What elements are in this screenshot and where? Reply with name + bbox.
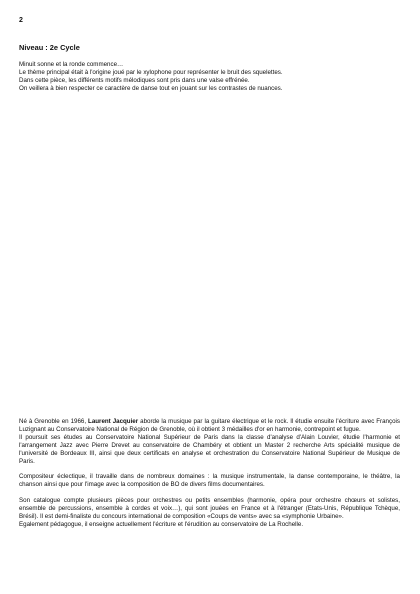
intro-line: Le thème principal était à l'origine joué par le xylophone pour représenter le bruit des squelettes.	[19, 69, 283, 77]
level-title: Niveau : 2e Cycle	[19, 43, 80, 52]
bio-intro-text: Né à Grenoble en 1966,	[19, 418, 89, 425]
bio-paragraph-teaching: Egalement pédagogue, il enseigne actuellement l'écriture et l'érudition au conservatoire de La Rochelle.	[19, 520, 304, 528]
composer-biography	[19, 418, 400, 529]
page-number: 2	[19, 17, 23, 24]
bio-paragraph-origins	[19, 418, 400, 434]
intro-line: Minuit sonne et la ronde commence…	[19, 61, 124, 68]
bio-intro-rest: aborde la musique par la guitare électrique et le rock. Il étudie ensuite l'écriture avec François Luzignant au Conservatoire National de Région de Grenoble, où il obtient 3 médailles d'or en harmonie, contrepoint et fugue.	[19, 418, 400, 433]
composer-name: Laurent Jacquier	[88, 418, 139, 425]
bio-paragraph-studies: Il poursuit ses études au Conservatoire National Supérieur de Paris dans la classe d'analyse d'Alain Louvier, étudie l'harmonie et l'arrangement Jazz avec Pierre Drevet au conservatoire de Chambéry et obtient un Master 2 recherche Arts spécialité musique de l'université de Bordeaux III, ainsi que deux certificats en analyse et orchestration du Conservatoire National Supérieur de Musique de Paris.	[19, 433, 400, 465]
bio-paragraph-eclectic: Compositeur éclectique, il travaille dans de nombreux domaines : la musique instrumentale, la danse contemporaine, le théâtre, la chanson ainsi que pour l'image avec la composition de BO de divers films documentaires.	[19, 473, 400, 489]
intro-text	[19, 61, 399, 93]
intro-line: On veillera à bien respecter ce caractère de danse tout en jouant sur les contrastes de nuances.	[19, 85, 283, 93]
bio-paragraph-catalogue: Son catalogue compte plusieurs pièces pour orchestres ou petits ensembles (harmonie, opéra pour orchestre chœurs et solistes, ensemble de percussions, ensemble à cordes et voix…), qui sont jouées en France et à l'étranger (Etats-Unis, République Tchèque, Brésil). Il est demi-finaliste du concours international de composition «Coups de vents» avec sa «symphonie Urbaine».	[19, 497, 400, 521]
intro-line: Dans cette pièce, les différents motifs mélodiques sont pris dans une valse effrénée.	[19, 77, 250, 85]
